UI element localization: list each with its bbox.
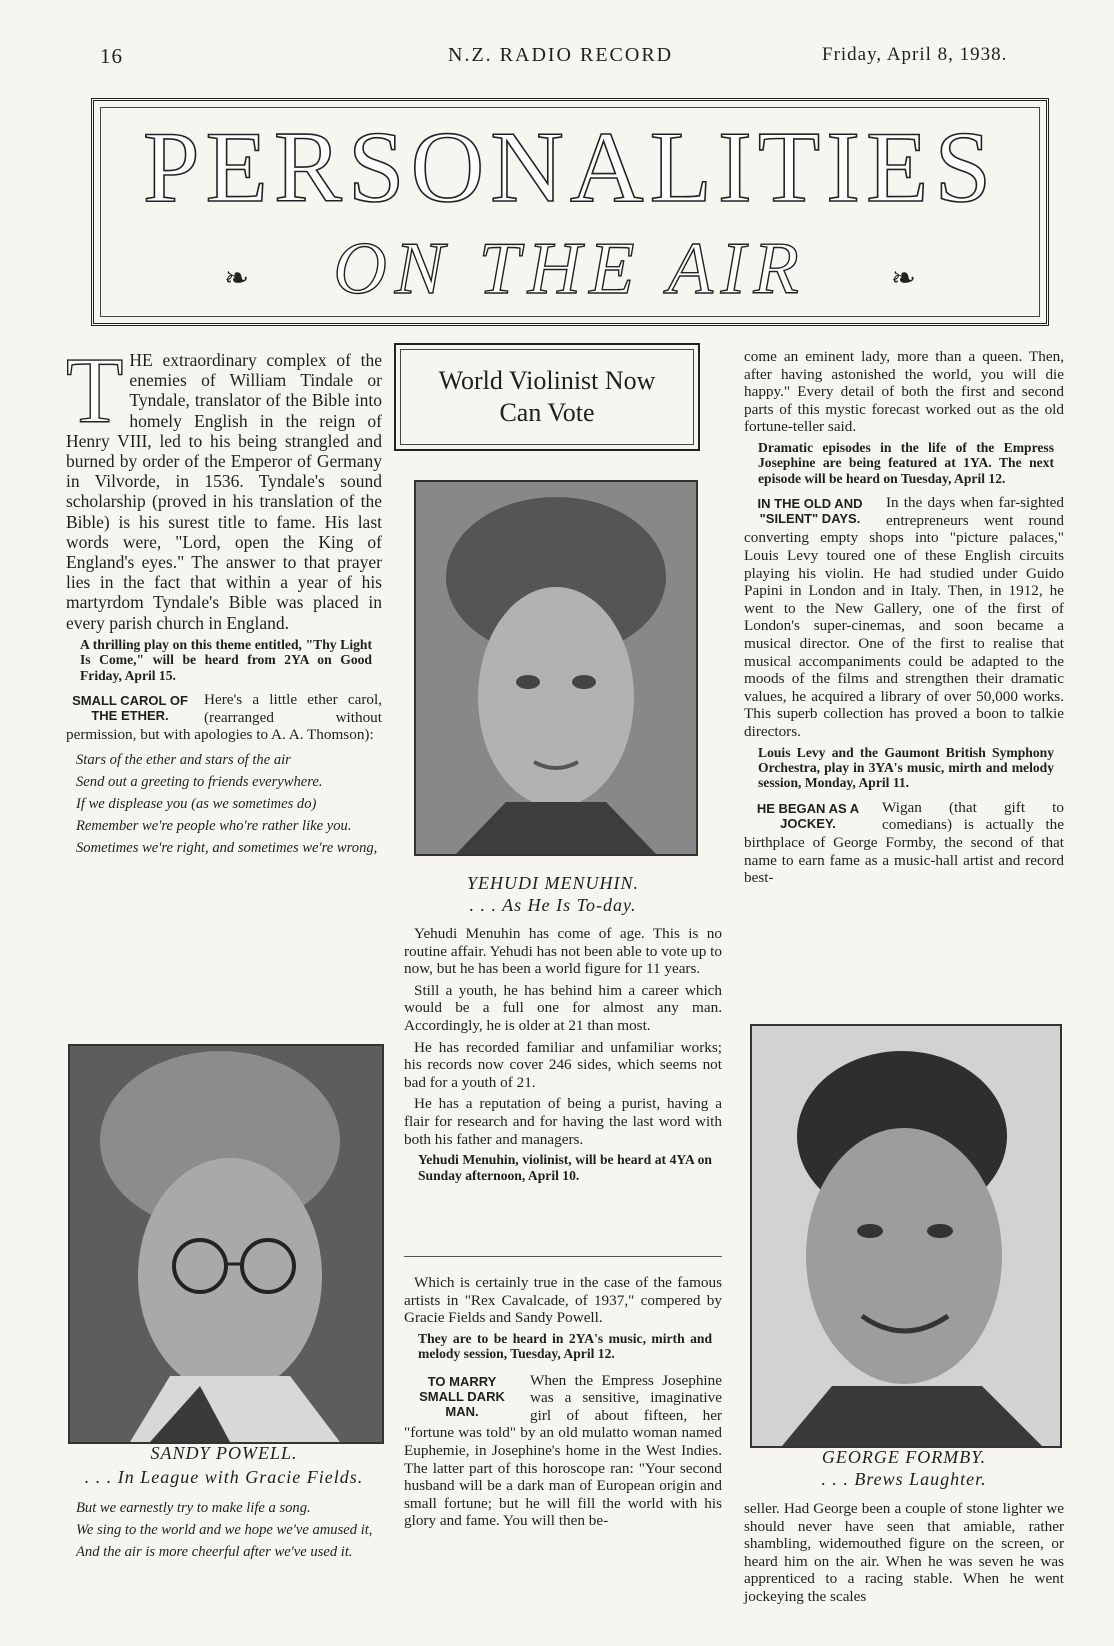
masthead-title: PERSONALITIES: [142, 111, 998, 224]
tyndale-intro: HE extraordinary complex of the enemies of William Tindale or Tyndale, translator of the Bible into homely English in the reign of Henry VIII, led to his being strangled and burned by order of the Emperor of Germany in Vilvorde, in 1536. Tyndale's sound scholarship (proved in his translation of the Bible) is his surest title to fame. His last words were, "Lord, open the King of England's eyes." The answer to that prayer lies in the fact that within a year of his martyrdom Tyndale's Bible was placed in every parish church in England.: [66, 350, 382, 633]
menuhin-paragraph: Still a youth, he has behind him a career which would be a full one for almost any man. Accordingly, he is older at 21 than most.: [404, 981, 722, 1034]
menuhin-paragraph: Yehudi Menuhin has come of age. This is no routine affair. Yehudi has not been able to vote up to now, but he has been a world figure for 11 years.: [404, 925, 722, 978]
masthead: [91, 98, 1049, 326]
tyndale-article: [66, 339, 382, 633]
ornament-right-icon: ❧: [890, 262, 916, 295]
poem-line: We sing to the world and we hope we've amused it,: [76, 1522, 373, 1538]
poem-line: Send out a greeting to friends everywhere.: [76, 773, 323, 790]
column-divider: [404, 1256, 722, 1257]
george-formby-photo: [750, 1024, 1062, 1448]
tyndale-broadcast-notice: A thrilling play on this theme entitled, "Thy Light Is Come," will be heard from 2YA on Good Friday, April 15.: [80, 636, 372, 683]
cavalcade-paragraph: Which is certainly true in the case of the famous artists in "Rex Cavalcade, of 1937," compered by Gracie Fields and Sandy Powell.: [404, 1274, 722, 1327]
menuhin-caption: YEHUDI MENUHIN.: [467, 873, 639, 893]
sandy-powell-subcaption: . . . In League with Gracie Fields.: [84, 1467, 364, 1487]
josephine-broadcast-notice: Dramatic episodes in the life of the Empress Josephine are being featured at 1YA. The next episode will be heard on Tuesday, April 12.: [758, 439, 1054, 486]
column-1: [66, 339, 382, 862]
silent-days-sidehead: IN THE OLD AND "SILENT" DAYS.: [757, 496, 863, 527]
louis-levy-paragraph: [744, 494, 1064, 740]
page-number: 16: [100, 44, 123, 68]
sandy-powell-caption: SANDY POWELL.: [150, 1443, 298, 1463]
cavalcade-broadcast-notice: They are to be heard in 2YA's music, mirth and melody session, Tuesday, April 12.: [418, 1330, 712, 1362]
formby-continued-text: seller. Had George been a couple of stone lighter we should never have seen that amiable, rather shambling, widemouthed figure on the screen, or heard him on the air. When he was seven he was apprenticed to a racing stable. When he went jockeying the scales: [744, 1500, 1064, 1605]
menuhin-broadcast-notice: Yehudi Menuhin, violinist, will be heard at 4YA on Sunday afternoon, April 10.: [418, 1152, 712, 1183]
menuhin-article: [404, 925, 722, 1191]
menuhin-subcaption: . . . As He Is To-day.: [469, 895, 637, 915]
jockey-sidehead: HE BEGAN AS A JOCKEY.: [756, 800, 860, 831]
carol-poem: [66, 752, 382, 856]
carol-paragraph: [66, 691, 382, 744]
josephine-sidehead: TO MARRY SMALL DARK MAN.: [419, 1373, 505, 1419]
formby-text: Wigan (that gift to comedians) is actually the birthplace of George Formby, the second of that name to earn fame as a music-hall artist and record best-: [744, 798, 1064, 887]
josephine-paragraph: [404, 1372, 722, 1530]
headline-line-1: World Violinist Now: [438, 366, 656, 395]
poem-line: And the air is more cheerful after we've used it.: [76, 1544, 353, 1560]
poem-line: Sometimes we're right, and sometimes we're wrong,: [76, 839, 378, 856]
closing-poem: [66, 1500, 382, 1566]
cavalcade-article: [404, 1274, 722, 1534]
formby-subcaption: . . . Brews Laughter.: [821, 1469, 987, 1489]
menuhin-paragraph: He has recorded familiar and unfamiliar works; his records now cover 246 sides, which seems not bad for a youth of 21.: [404, 1038, 722, 1091]
sandy-powell-photo: [68, 1044, 384, 1444]
carol-intro: Here's a little ether carol, (rearranged without permission, but with apologies to A. A. Thomson):: [66, 691, 382, 744]
publication-name: N.Z. RADIO RECORD: [448, 44, 674, 66]
column-3: [744, 348, 1064, 891]
menuhin-headline-box: [394, 343, 700, 451]
formby-paragraph: [744, 799, 1064, 887]
drop-cap: T: [66, 339, 124, 443]
headline-line-2: Can Vote: [499, 398, 595, 427]
josephine-continued: come an eminent lady, more than a queen. Then, after having astonished the world, you will die happy." Every detail of both the first and second parts of this mystic forecast worked out as the old fortune-teller said.: [744, 348, 1064, 436]
louis-levy-broadcast-notice: Louis Levy and the Gaumont British Symphony Orchestra, play in 3YA's music, mirth and melody session, Monday, April 11.: [758, 744, 1054, 791]
issue-date: Friday, April 8, 1938.: [822, 44, 1008, 65]
yehudi-menuhin-photo: [414, 480, 698, 856]
louis-levy-text: In the days when far-sighted entrepreneurs went round converting empty shops into "picture palaces," Louis Levy toured one of these English circuits playing his violin. He had studied under Guido Papini in London and in Italy. Then, in 1912, he went to the New Gallery, one of the first of London's super-cinemas, and soon became a musical director. One of the first to realise that musical accompaniments could be adapted to the moods of the films and strengthen their dramatic values, he acquired a library of over 50,000 works. This superb collection has proved a boon to talkie directors.: [744, 494, 1064, 740]
poem-line: Stars of the ether and stars of the air: [76, 751, 291, 768]
poem-line: But we earnestly try to make life a song.: [76, 1500, 311, 1516]
formby-continued: [744, 1500, 1064, 1610]
poem-line: Remember we're people who're rather like you.: [76, 817, 352, 834]
formby-caption: GEORGE FORMBY.: [821, 1447, 987, 1467]
carol-sidehead: SMALL CAROL OF THE ETHER.: [72, 693, 188, 724]
menuhin-paragraph: He has a reputation of being a purist, having a flair for research and for having the last word with both his father and managers.: [404, 1095, 722, 1148]
ornament-left-icon: ❧: [224, 262, 250, 295]
josephine-text: When the Empress Josephine was a sensitive, imaginative girl of about fifteen, her "fortune was told" by an old mulatto woman named Euphemie, in Josephine's home in the West Indies. The latter part of this horoscope ran: "Your second husband will be a dark man of European origin and small fortune; but he will fill the world with his glory and fame. You will then be-: [404, 1371, 722, 1530]
masthead-subtitle: ON THE AIR: [333, 228, 807, 310]
poem-line: If we displease you (as we sometimes do): [76, 795, 317, 812]
